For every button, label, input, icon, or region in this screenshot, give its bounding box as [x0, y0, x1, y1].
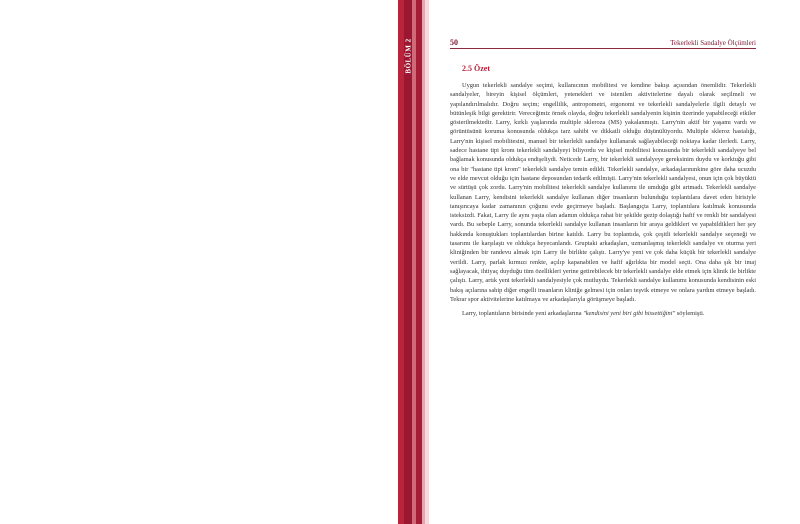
chapter-tab: [403, 38, 417, 78]
paragraph-text: söylemişti.: [675, 310, 705, 318]
header-rule: [450, 48, 756, 49]
page-number: 50: [450, 38, 458, 47]
paragraph: Uygun tekerlekli sandalye seçimi, kullanıcının mobilitesi ve kendine bakışı açısından önemlidir. Tekerlekli sandalyeler, bireyin kişisel ölçümleri, yetenekleri ve istenilen aktivitelerine dayalı olarak seçilmeli ve yapılandırılmalıdır. Doğru seçim; engellilik, antropometri, ergonomi ve tekerlekli sandalyelerle ilgili detaylı ve bütünleşik bilgi gerektirir. Vereceğimiz örnek olayda, doğru tekerlekli sandalyenin kişinin üzerinde yapabileceği etkiler gösterilmektedir. Larry, kırklı yaşlarında multiple skleroza (MS) yakalanmıştı. Larry'nin aktif bir yaşamı vardı ve görüntüsünü koruma konusunda oldukça tarz sahibi ve dikkatli olduğu düşünülüyordu. Multiple skleroz hastalığı, Larry'nin kişisel mobilitesini, manuel bir tekerlekli sandalye kullanarak sağlayabileceği noktaya kadar ilerledi. Larry, sadece hastane tipi krom tekerlekli sandalyeyi biliyordu ve kişisel mobilitesi konusunda bir tekerlekli sandalyeye bel bağlamak konusunda oldukça endişeliydi. Neticede Larry, bir tekerlekli sandalyeye gereksinim duydu ve korktuğu gibi ona bir "hastane tipi krom" tekerlekli sandalye temin edildi. Tekerlekli sandalye, arkadaşlarınınkine göre daha ucuzdu ve elde mevcut olduğu için hastane deposundan tedarik edilmişti. Larry'nin tekerlekli sandalyesi, onun için çok büyüktü ve sürtüşü çok zordu. Larry'nin mobilitesi tekerlekli sandalye kullanımı ile umduğu gibi artmadı. Tekerlekli sandalye kullanan Larry, kendisini tekerlekli sandalye kullanan diğer insanların bulunduğu toplantılara davet eden birisiyle tanışıncaya kadar zamanının çoğunu evde geçirmeye başladı. Başlangıçta Larry, toplantılara katılmak konusunda isteksizdi. Fakat, Larry ile aynı yaşta olan adamın oldukça rahat bir şekilde gezip dolaştığı hafif ve renkli bir sandalyesi vardı. Bu sebeple Larry, sonunda tekerlekli sandalye kullanan insanların bir araya geldikleri ve yapabildikleri her şey hakkında konuştukları toplantılardan birine katıldı. Larry bu toplantıda, çok çeşitli tekerlekli sandalye seçeneği ve tasarımı ile karşılaştı ve oldukça heyecanlandı. Gruptaki arkadaşları, uzmanlaşmış tekerlekli sandalye ve oturma yeri kliniğinden bir randevu almak için Larry ile birlikte çalıştı. Larry'ye yeni ve çok daha küçük bir tekerlekli sandalye verildi. Larry, parlak kırmızı renkte, açılıp kapanabilen ve hafif ağırlıkta bir model seçti. Ona daha şık bir imaj sağlayacak, ihtiyaç duyduğu tüm özellikleri yerine getirebilecek bir tekerlekli sandalye elde etmek için klinik ile birlikte çalıştı. Larry, artık yeni tekerlekli sandalyesiyle çok mutluydu. Tekerlekli sandalye kullanımı konusunda kendisinin eski bakış açılarına sahip diğer engelli insanların kliniğe gelmesi için onları teşvik etmeye ve onlara yardım etmeye başladı. Tekrar spor aktivitelerine katılmaya ve arkadaşlarıyla görüşmeye başladı.: [450, 82, 756, 303]
section-title: 2.5 Özet: [462, 64, 490, 73]
running-title: Tekerlekli Sandalye Ölçümleri: [670, 39, 756, 47]
paragraph-text: Larry, toplantıların birisinde yeni arkadaşlarına: [462, 310, 584, 318]
body-text: [450, 81, 756, 318]
spine-band: [425, 0, 429, 524]
paragraph: [450, 309, 756, 318]
page-header: [450, 38, 756, 48]
spine-band: [404, 0, 412, 524]
quoted-text: "kendisini yeni biri gibi hissettiğini": [583, 310, 676, 318]
blank-left-page-area: [0, 0, 398, 524]
chapter-label: BÖLÜM 2: [404, 38, 413, 74]
